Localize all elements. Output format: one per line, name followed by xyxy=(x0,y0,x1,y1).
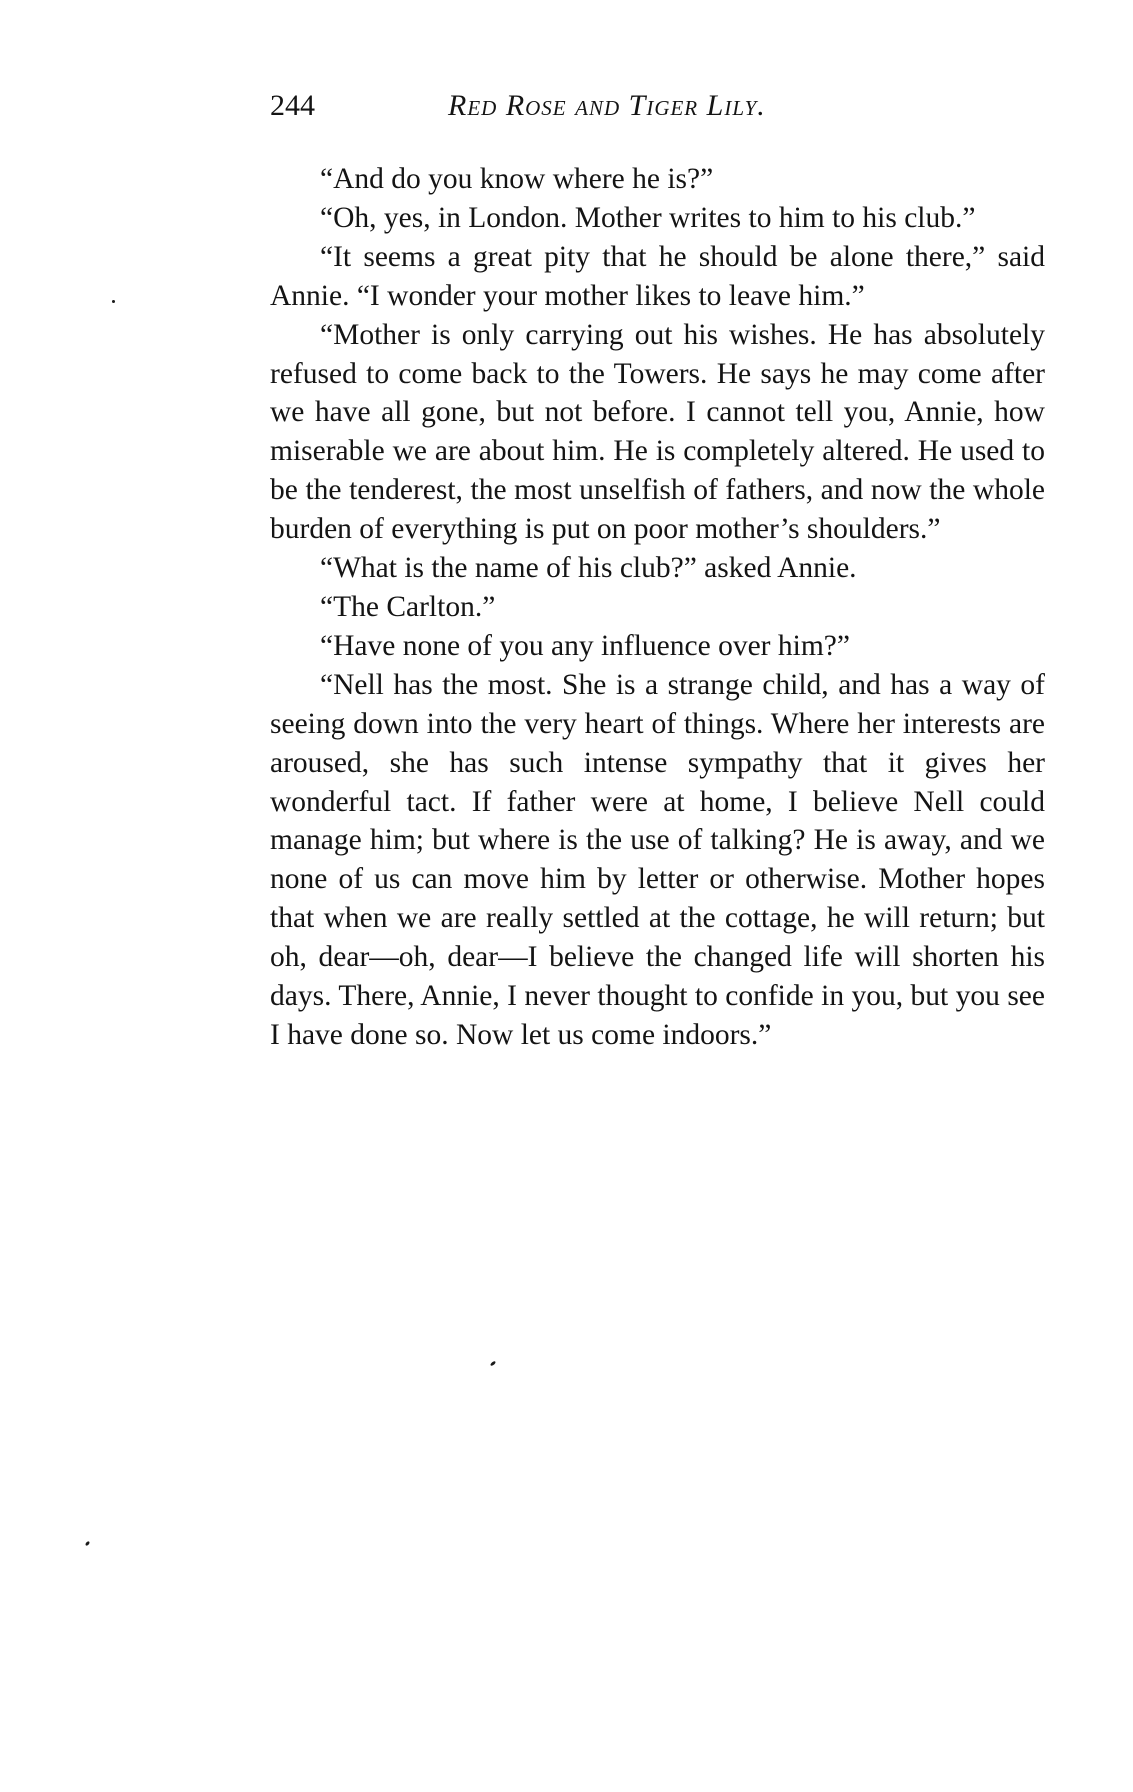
scan-speck xyxy=(85,1541,91,1547)
paragraph: “It seems a great pity that he should be alone there,” said Annie. “I wonder your mother likes to leave him.” xyxy=(270,240,1045,312)
running-head xyxy=(270,86,1045,126)
paragraph: “And do you know where he is?” xyxy=(320,163,714,195)
paragraph: “Nell has the most. She is a strange child, and has a way of seeing down into the very heart of things. Where her interests are aroused, she has such intense sympathy that it gives her wonderful tact. If father were at home, I believe Nell could manage him; but where is the use of talking? He is away, and we none of us can move him by letter or otherwise. Mother hopes that when we are really settled at the cottage, he will return; but oh, dear—oh, dear—I believe the changed life will shorten his days. There, Annie, I never thought to confide in you, but you see I have done so. Now let us come indoors.” xyxy=(270,668,1045,1051)
scan-speck xyxy=(490,1360,497,1366)
scan-speck xyxy=(112,300,115,303)
body-text xyxy=(270,160,1045,1055)
paragraph: “Have none of you any influence over him?” xyxy=(320,629,850,662)
paragraph: “Mother is only carrying out his wishes. He has absolutely refused to come back to the Towers. He says he may come after we have all gone, but not before. I cannot tell you, Annie, how miserable we are about him. He is completely altered. He used to be the tenderest, the most unselfish of fathers, and now the whole burden of everything is put on poor mother’s shoulders.” xyxy=(270,318,1045,546)
page-number: 244 xyxy=(270,89,315,122)
paragraph: “Oh, yes, in London. Mother writes to him to his club.” xyxy=(320,201,976,234)
paragraph: “The Carlton.” xyxy=(320,590,496,623)
paragraph: “What is the name of his club?” asked Annie. xyxy=(320,552,857,585)
running-title: Red Rose and Tiger Lily. xyxy=(448,89,766,122)
